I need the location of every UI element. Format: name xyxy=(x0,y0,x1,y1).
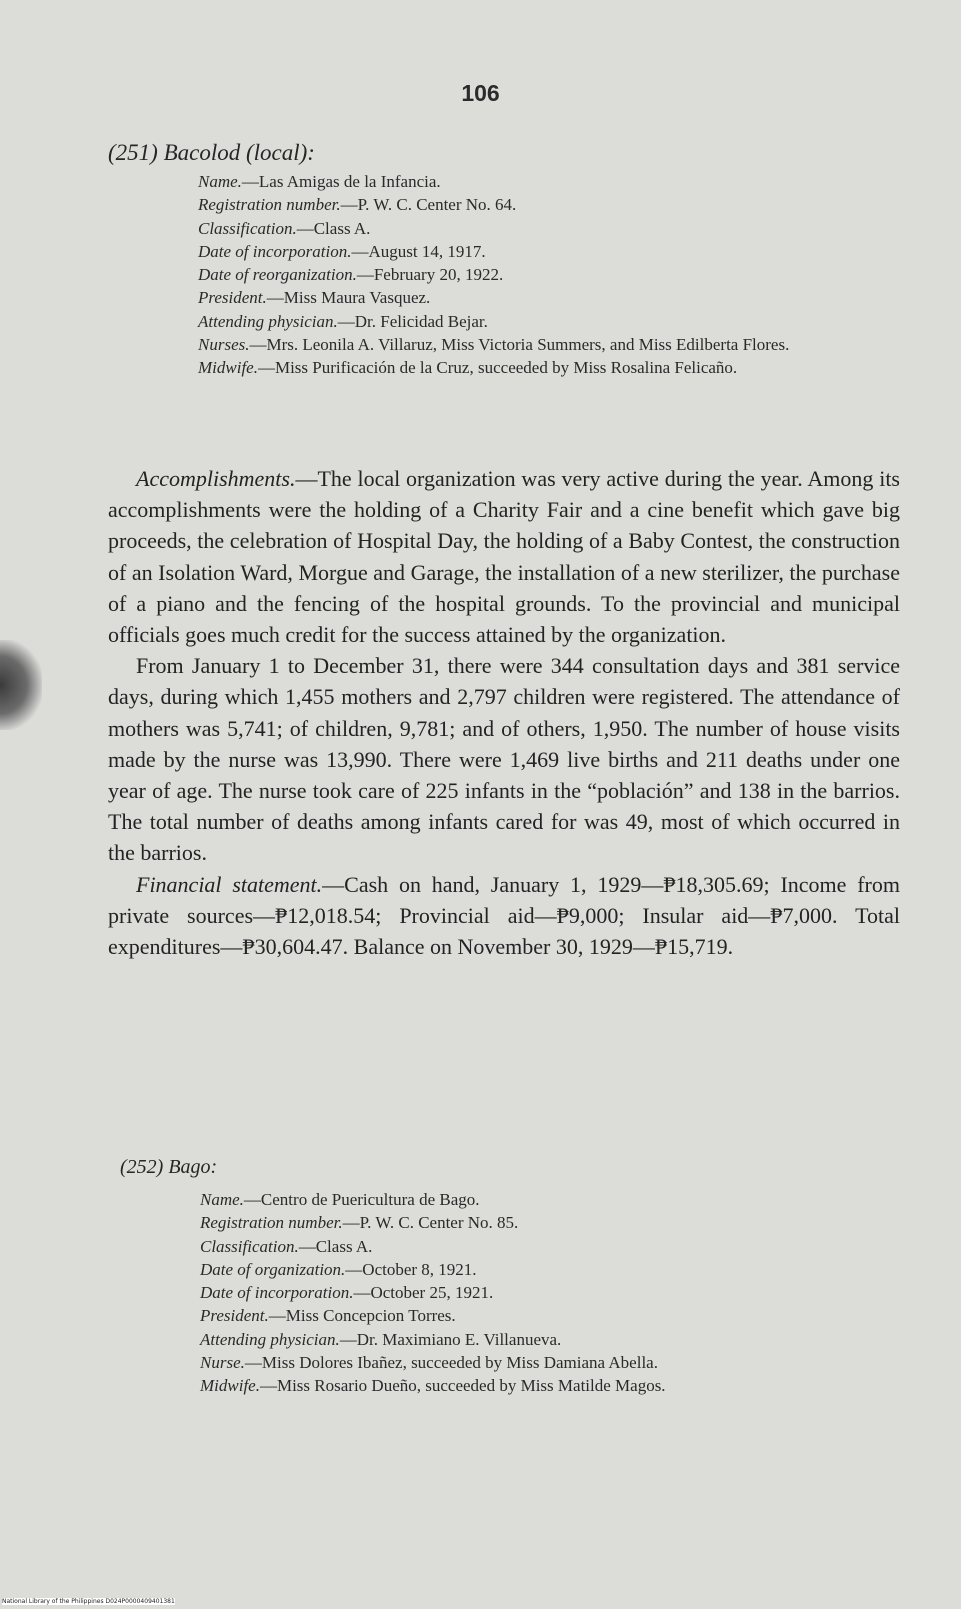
field-row xyxy=(200,1304,920,1327)
field-value: —October 8, 1921. xyxy=(345,1259,477,1279)
field-row xyxy=(198,170,918,193)
field-row xyxy=(198,263,918,286)
field-label: Nurse. xyxy=(200,1353,245,1373)
field-row xyxy=(198,217,918,240)
section-heading-252 xyxy=(120,1156,217,1179)
field-row xyxy=(198,310,918,333)
field-value: —Miss Dolores Ibañez, succeeded by Miss Damiana Abella. xyxy=(244,1353,658,1373)
field-row xyxy=(200,1374,920,1397)
section-252-fields xyxy=(200,1188,920,1398)
section-number: (251) xyxy=(108,140,158,165)
field-value: —Class A. xyxy=(296,218,371,238)
field-value: —August 14, 1917. xyxy=(351,241,486,261)
field-value: —Dr. Maximiano E. Villanueva. xyxy=(339,1329,562,1349)
field-label: Date of incorporation. xyxy=(198,241,352,261)
page-number: 106 xyxy=(461,80,500,106)
footer-attribution: National Library of the Philippines D024P0000409401381 xyxy=(2,1598,175,1605)
section-title: Bacolod (local): xyxy=(163,140,315,165)
section-number: (252) xyxy=(120,1156,164,1178)
paragraph-statistics xyxy=(108,650,900,868)
field-row xyxy=(198,240,918,263)
field-row xyxy=(198,193,918,216)
field-value: —Miss Concepcion Torres. xyxy=(268,1306,456,1326)
section-title: Bago: xyxy=(168,1156,218,1178)
field-label: Nurses. xyxy=(198,335,250,355)
field-row xyxy=(198,356,918,379)
field-value: —Las Amigas de la Infancia. xyxy=(241,172,441,191)
field-value: —Mrs. Leonila A. Villaruz, Miss Victoria Summers, and Miss Edilberta Flores. xyxy=(249,335,790,355)
field-label: President. xyxy=(200,1306,269,1326)
field-value: —Miss Rosario Dueño, succeeded by Miss Matilde Magos. xyxy=(259,1376,666,1396)
field-value: —Class A. xyxy=(298,1236,373,1256)
field-label: Registration number. xyxy=(198,195,341,215)
paragraph-lead: Financial statement. xyxy=(136,871,323,897)
field-row xyxy=(200,1188,920,1211)
field-label: Name. xyxy=(200,1190,244,1209)
field-label: Attending physician. xyxy=(198,311,338,331)
field-label: Attending physician. xyxy=(200,1329,340,1349)
field-label: Date of organization. xyxy=(200,1259,346,1279)
paragraph-financial-statement xyxy=(108,869,900,963)
field-value: —Dr. Felicidad Bejar. xyxy=(337,311,488,331)
field-value: —Miss Purificación de la Cruz, succeeded by Miss Rosalina Felicaño. xyxy=(257,358,738,378)
field-label: Date of reorganization. xyxy=(198,265,357,285)
field-row xyxy=(200,1281,920,1304)
field-label: President. xyxy=(198,288,267,308)
paragraph-accomplishments xyxy=(108,463,900,650)
paragraph-text: From January 1 to December 31, there were 344 consultation days and 381 service days, during which 1,455 mothers and 2,797 children were registered. The attendance of mothers was 5,741; of children, 9,781; and of others, 1,950. The number of house visits made by the nurse was 13,990. There were 1,469 live births and 211 deaths under one year of age. The nurse took care of 225 infants in the “población” and 138 in the barrios. The total number of deaths among infants cared for was 49, most of which occurred in the barrios. xyxy=(108,653,900,866)
field-label: Registration number. xyxy=(200,1213,343,1233)
field-row xyxy=(200,1351,920,1374)
field-label: Classification. xyxy=(198,218,297,238)
field-value: —P. W. C. Center No. 85. xyxy=(342,1213,519,1233)
field-label: Midwife. xyxy=(200,1376,260,1396)
field-value: —Centro de Puericultura de Bago. xyxy=(243,1190,480,1209)
paragraph-text: —The local organization was very active during the year. Among its accomplishments were the holding of a Charity Fair and a cine benefit which gave big proceeds, the celebration of Hospital Day, the holding of a Baby Contest, the construction of an Isolation Ward, Morgue and Garage, the installation of a new sterilizer, the purchase of a piano and the fencing of the hospital grounds. To the provincial and municipal officials goes much credit for the success attained by the organization. xyxy=(108,466,900,648)
section-heading-251 xyxy=(108,140,315,166)
field-label: Midwife. xyxy=(198,358,258,378)
field-value: —October 25, 1921. xyxy=(353,1283,494,1303)
paragraph-lead: Accomplishments. xyxy=(136,466,296,491)
field-value: —February 20, 1922. xyxy=(356,265,504,285)
field-row xyxy=(200,1328,920,1351)
field-row xyxy=(198,333,918,356)
field-value: —Miss Maura Vasquez. xyxy=(266,288,431,308)
paragraph-text: —Cash on hand, January 1, 1929—₱18,305.69; Income from private sources—₱12,018.54; Provincial aid—₱9,000; Insular aid—₱7,000. Total expenditures—₱30,604.47. Balance on November 30, 1929—₱15,719. xyxy=(108,871,900,960)
field-label: Date of incorporation. xyxy=(200,1283,354,1303)
section-251-body xyxy=(108,463,900,962)
field-row xyxy=(200,1258,920,1281)
field-row xyxy=(200,1235,920,1258)
field-row xyxy=(200,1211,920,1234)
field-label: Name. xyxy=(198,172,242,191)
field-label: Classification. xyxy=(200,1236,299,1256)
binding-shadow xyxy=(0,640,42,730)
section-251-fields xyxy=(198,170,918,380)
field-value: —P. W. C. Center No. 64. xyxy=(340,195,517,215)
field-row xyxy=(198,286,918,309)
